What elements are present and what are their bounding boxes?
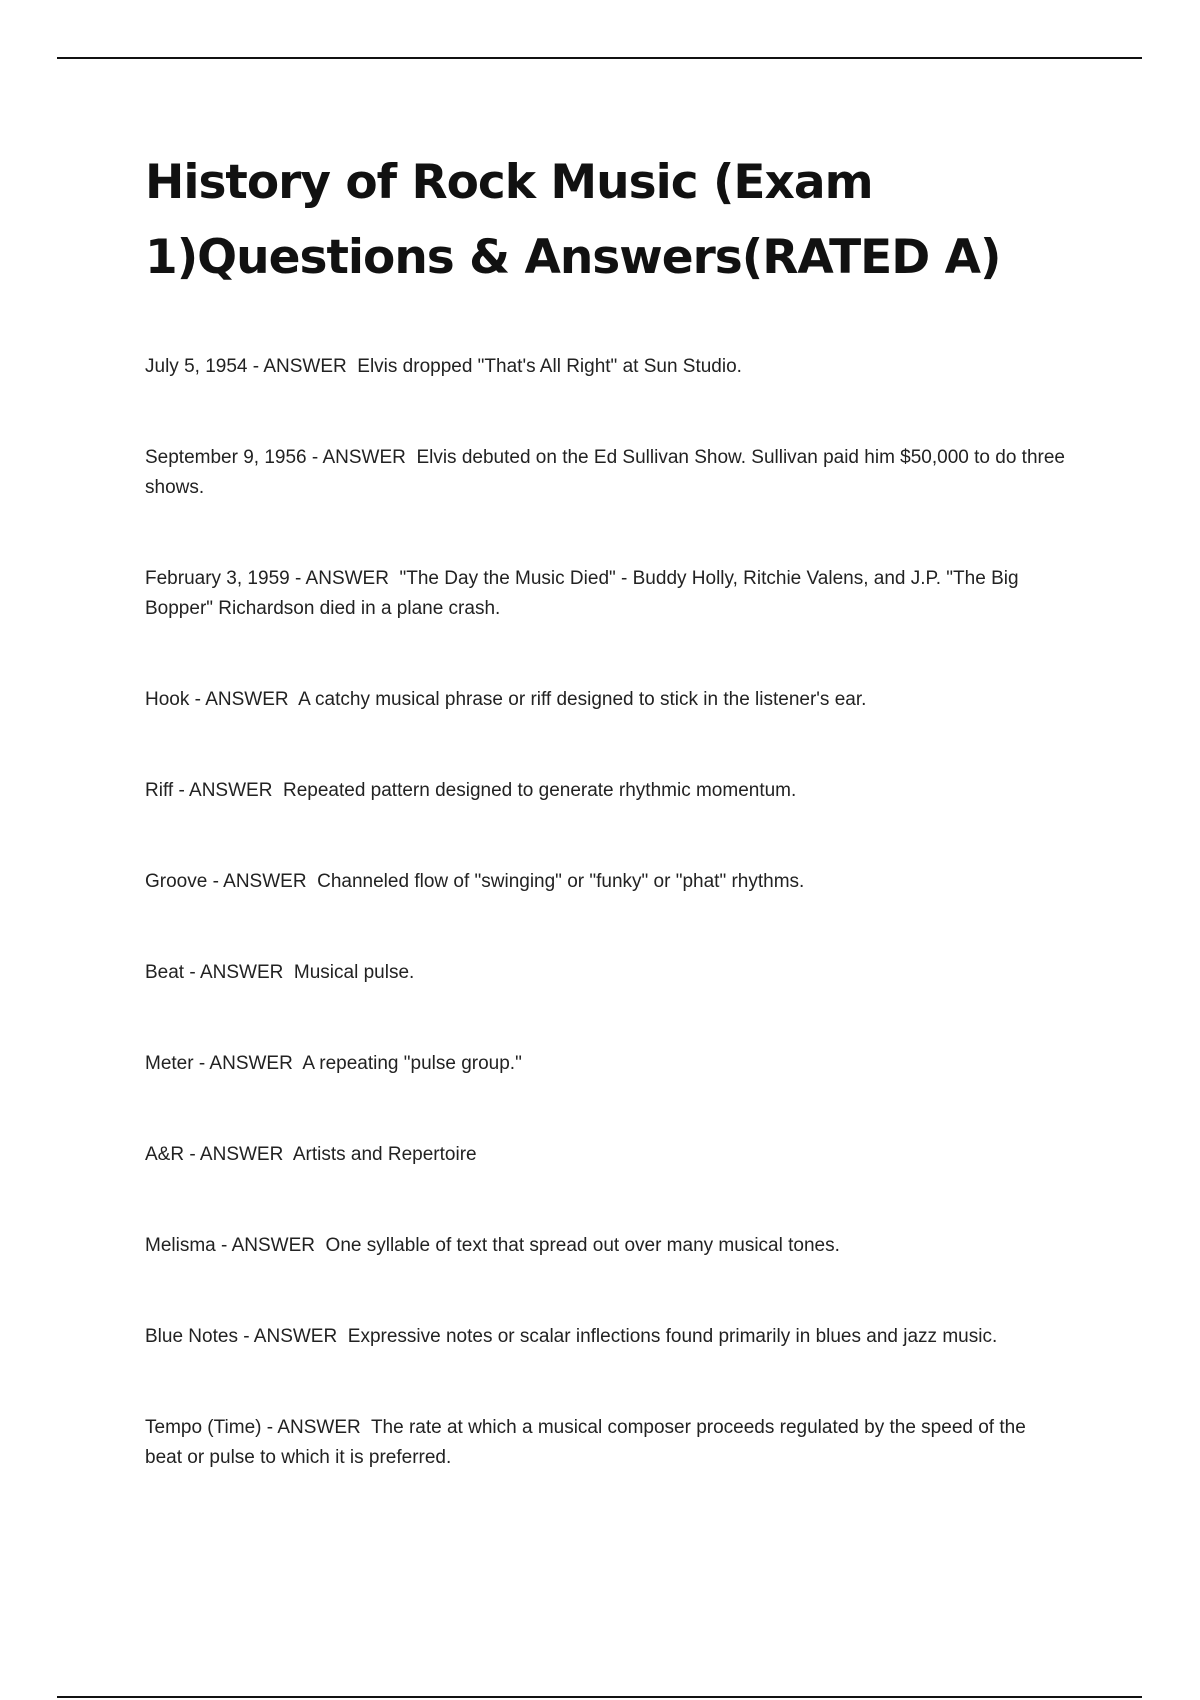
qa-answer: Channeled flow of "swinging" or "funky" or "phat" rhythms. <box>317 871 805 892</box>
qa-term: Hook <box>145 689 190 710</box>
qa-item: Groove - ANSWER Channeled flow of "swinging" or "funky" or "phat" rhythms. <box>145 871 805 892</box>
qa-answer: "The Day the Music Died" - Buddy Holly, Ritchie Valens, and J.P. "The Big Bopper" Richardson died in a plane crash. <box>145 568 1019 619</box>
qa-answer: Artists and Repertoire <box>292 1144 477 1165</box>
answer-keyword: ANSWER <box>199 962 284 983</box>
qa-item: Tempo (Time) - ANSWER The rate at which a musical composer proceeds regulated by the speed of the beat or pulse to which it is preferred. <box>145 1417 1026 1468</box>
qa-term: September 9, 1956 <box>145 447 307 468</box>
qa-item: Melisma - ANSWER One syllable of text that spread out over many musical tones. <box>145 1235 840 1256</box>
qa-term: Beat <box>145 962 185 983</box>
qa-item: A&R - ANSWER Artists and Repertoire <box>145 1144 477 1165</box>
answer-keyword: ANSWER <box>305 568 389 589</box>
qa-term: Blue Notes <box>145 1326 238 1347</box>
qa-term: Melisma <box>145 1235 216 1256</box>
qa-term: Groove <box>145 871 208 892</box>
qa-item: Hook - ANSWER A catchy musical phrase or riff designed to stick in the listener's ear. <box>145 689 867 710</box>
qa-answer: Elvis dropped "That's All Right" at Sun Studio. <box>357 356 742 377</box>
answer-keyword: ANSWER <box>209 1053 293 1074</box>
qa-term: Meter <box>145 1053 194 1074</box>
qa-answer: A repeating "pulse group." <box>302 1053 522 1074</box>
answer-keyword: ANSWER <box>253 1326 338 1347</box>
answer-keyword: ANSWER <box>205 689 289 710</box>
top-rule <box>57 57 1142 59</box>
qa-answer: One syllable of text that spread out over many musical tones. <box>325 1235 840 1256</box>
document-title: History of Rock Music (Exam 1)Questions & Answers(RATED A) <box>145 155 1001 285</box>
answer-keyword: ANSWER <box>277 1417 361 1438</box>
answer-keyword: ANSWER <box>263 356 347 377</box>
qa-list <box>145 352 1065 1473</box>
answer-keyword: ANSWER <box>199 1144 284 1165</box>
qa-item: February 3, 1959 - ANSWER "The Day the Music Died" - Buddy Holly, Ritchie Valens, and J.P. "The Big Bopper" Richardson died in a plane crash. <box>145 568 1019 619</box>
qa-term: July 5, 1954 <box>145 356 248 377</box>
bottom-rule <box>57 1696 1142 1698</box>
qa-answer: A catchy musical phrase or riff designed to stick in the listener's ear. <box>298 689 867 710</box>
qa-item: Meter - ANSWER A repeating "pulse group." <box>145 1053 522 1074</box>
qa-answer: Elvis debuted on the Ed Sullivan Show. Sullivan paid him $50,000 to do three shows. <box>145 447 1065 498</box>
qa-item: Blue Notes - ANSWER Expressive notes or scalar inflections found primarily in blues and jazz music. <box>145 1326 998 1347</box>
qa-answer: Repeated pattern designed to generate rhythmic momentum. <box>282 780 797 801</box>
qa-item: Riff - ANSWER Repeated pattern designed to generate rhythmic momentum. <box>145 780 797 801</box>
qa-answer: The rate at which a musical composer proceeds regulated by the speed of the beat or pulse to which it is preferred. <box>145 1417 1026 1468</box>
qa-term: Riff <box>145 780 174 801</box>
qa-term: A&R <box>145 1144 185 1165</box>
answer-keyword: ANSWER <box>322 447 406 468</box>
qa-answer: Expressive notes or scalar inflections found primarily in blues and jazz music. <box>347 1326 998 1347</box>
qa-term: February 3, 1959 <box>145 568 290 589</box>
answer-keyword: ANSWER <box>189 780 273 801</box>
qa-answer: Musical pulse. <box>293 962 415 983</box>
qa-term: Tempo (Time) <box>145 1417 262 1438</box>
answer-keyword: ANSWER <box>231 1235 315 1256</box>
answer-keyword: ANSWER <box>223 871 307 892</box>
qa-item: Beat - ANSWER Musical pulse. <box>145 962 415 983</box>
qa-item: July 5, 1954 - ANSWER Elvis dropped "That's All Right" at Sun Studio. <box>145 356 742 377</box>
qa-item: September 9, 1956 - ANSWER Elvis debuted on the Ed Sullivan Show. Sullivan paid him $50,000 to do three shows. <box>145 447 1065 498</box>
